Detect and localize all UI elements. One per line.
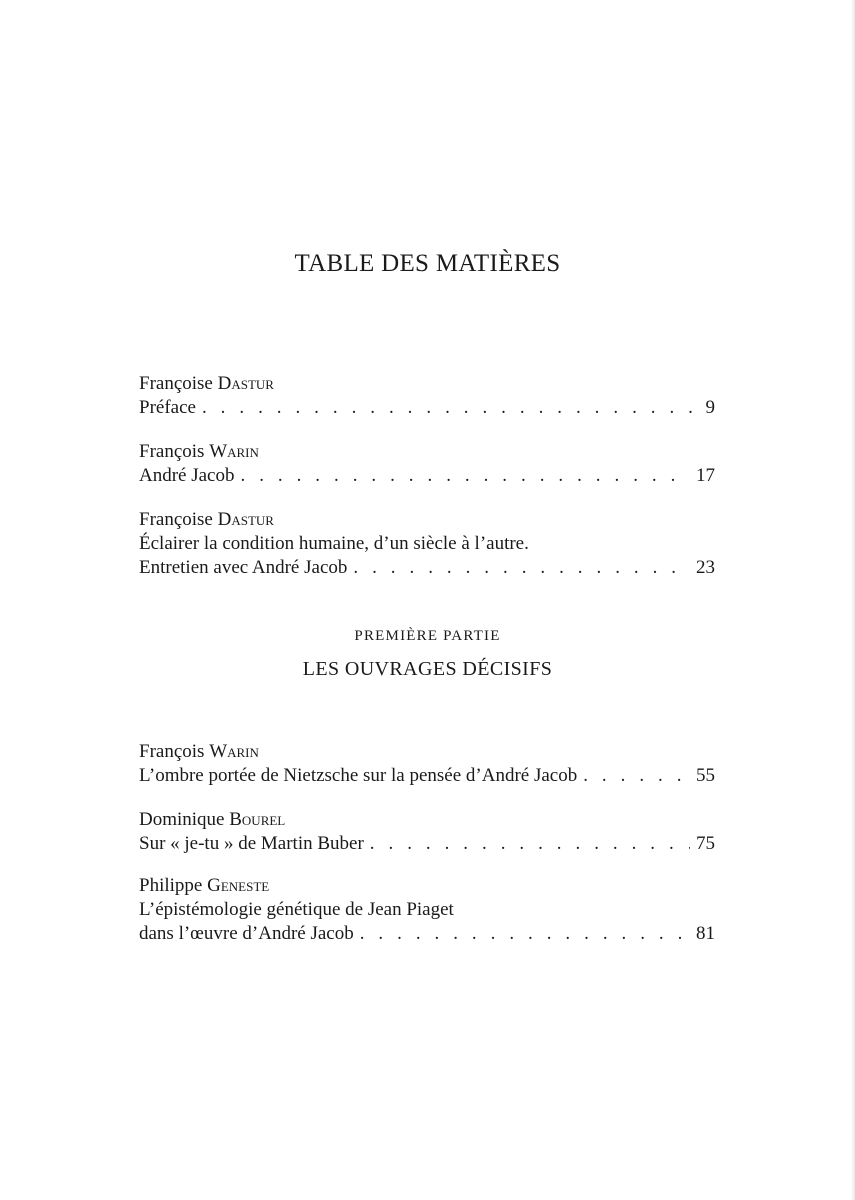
toc-author: [139, 508, 715, 532]
toc-line: [139, 922, 715, 946]
author-first-name: François: [139, 441, 205, 462]
author-last-name: Geneste: [207, 875, 270, 896]
page-number: 9: [705, 397, 715, 418]
toc-title-line: Éclairer la condition humaine, d’un siècle à l’autre.: [139, 533, 529, 554]
part-label: PREMIÈRE PARTIE: [354, 628, 501, 644]
toc-title: Préface: [139, 397, 196, 418]
toc-entry: [139, 508, 715, 580]
page-number: 81: [696, 923, 715, 944]
author-last-name: Dastur: [217, 373, 274, 394]
author-last-name: Warin: [209, 441, 259, 462]
toc-author: [139, 372, 715, 396]
toc-title: dans l’œuvre d’André Jacob: [139, 923, 354, 944]
toc-title: Sur « je-tu » de Martin Buber: [139, 833, 364, 854]
author-first-name: François: [139, 741, 205, 762]
page-number: 55: [696, 765, 715, 786]
toc-title: André Jacob: [139, 465, 235, 486]
toc-line: [139, 396, 715, 420]
dot-leader: [353, 556, 690, 580]
toc-entry: [139, 440, 715, 488]
page-title: TABLE DES MATIÈRES: [294, 250, 561, 277]
toc-line: [139, 556, 715, 580]
dot-leader: [583, 764, 690, 788]
toc-line: [139, 764, 715, 788]
dot-leader: [370, 832, 690, 856]
toc-entry: [139, 874, 715, 946]
dot-leader: [360, 922, 690, 946]
author-first-name: Philippe: [139, 875, 203, 896]
dot-leader: [202, 396, 700, 420]
page-number: 75: [696, 833, 715, 854]
page-number: 23: [696, 557, 715, 578]
author-first-name: Françoise: [139, 509, 213, 530]
toc-line: [139, 832, 715, 856]
author-first-name: Dominique: [139, 809, 225, 830]
toc-entry: [139, 372, 715, 420]
toc-author: [139, 874, 715, 898]
dot-leader: [241, 464, 691, 488]
toc-entry: [139, 808, 715, 856]
toc-author: [139, 740, 715, 764]
page-number: 17: [696, 465, 715, 486]
toc-title: L’ombre portée de Nietzsche sur la pensée d’André Jacob: [139, 765, 578, 786]
author-last-name: Warin: [209, 741, 259, 762]
toc-title-line: L’épistémologie génétique de Jean Piaget: [139, 899, 454, 920]
toc-author: [139, 440, 715, 464]
toc-line: [139, 464, 715, 488]
part-title: LES OUVRAGES DÉCISIFS: [302, 658, 553, 680]
author-last-name: Bourel: [229, 809, 286, 830]
toc-author: [139, 808, 715, 832]
toc-title: Entretien avec André Jacob: [139, 557, 348, 578]
toc-entry: [139, 740, 715, 788]
author-first-name: Françoise: [139, 373, 213, 394]
page-edge-shadow: [851, 0, 855, 1200]
author-last-name: Dastur: [217, 509, 274, 530]
